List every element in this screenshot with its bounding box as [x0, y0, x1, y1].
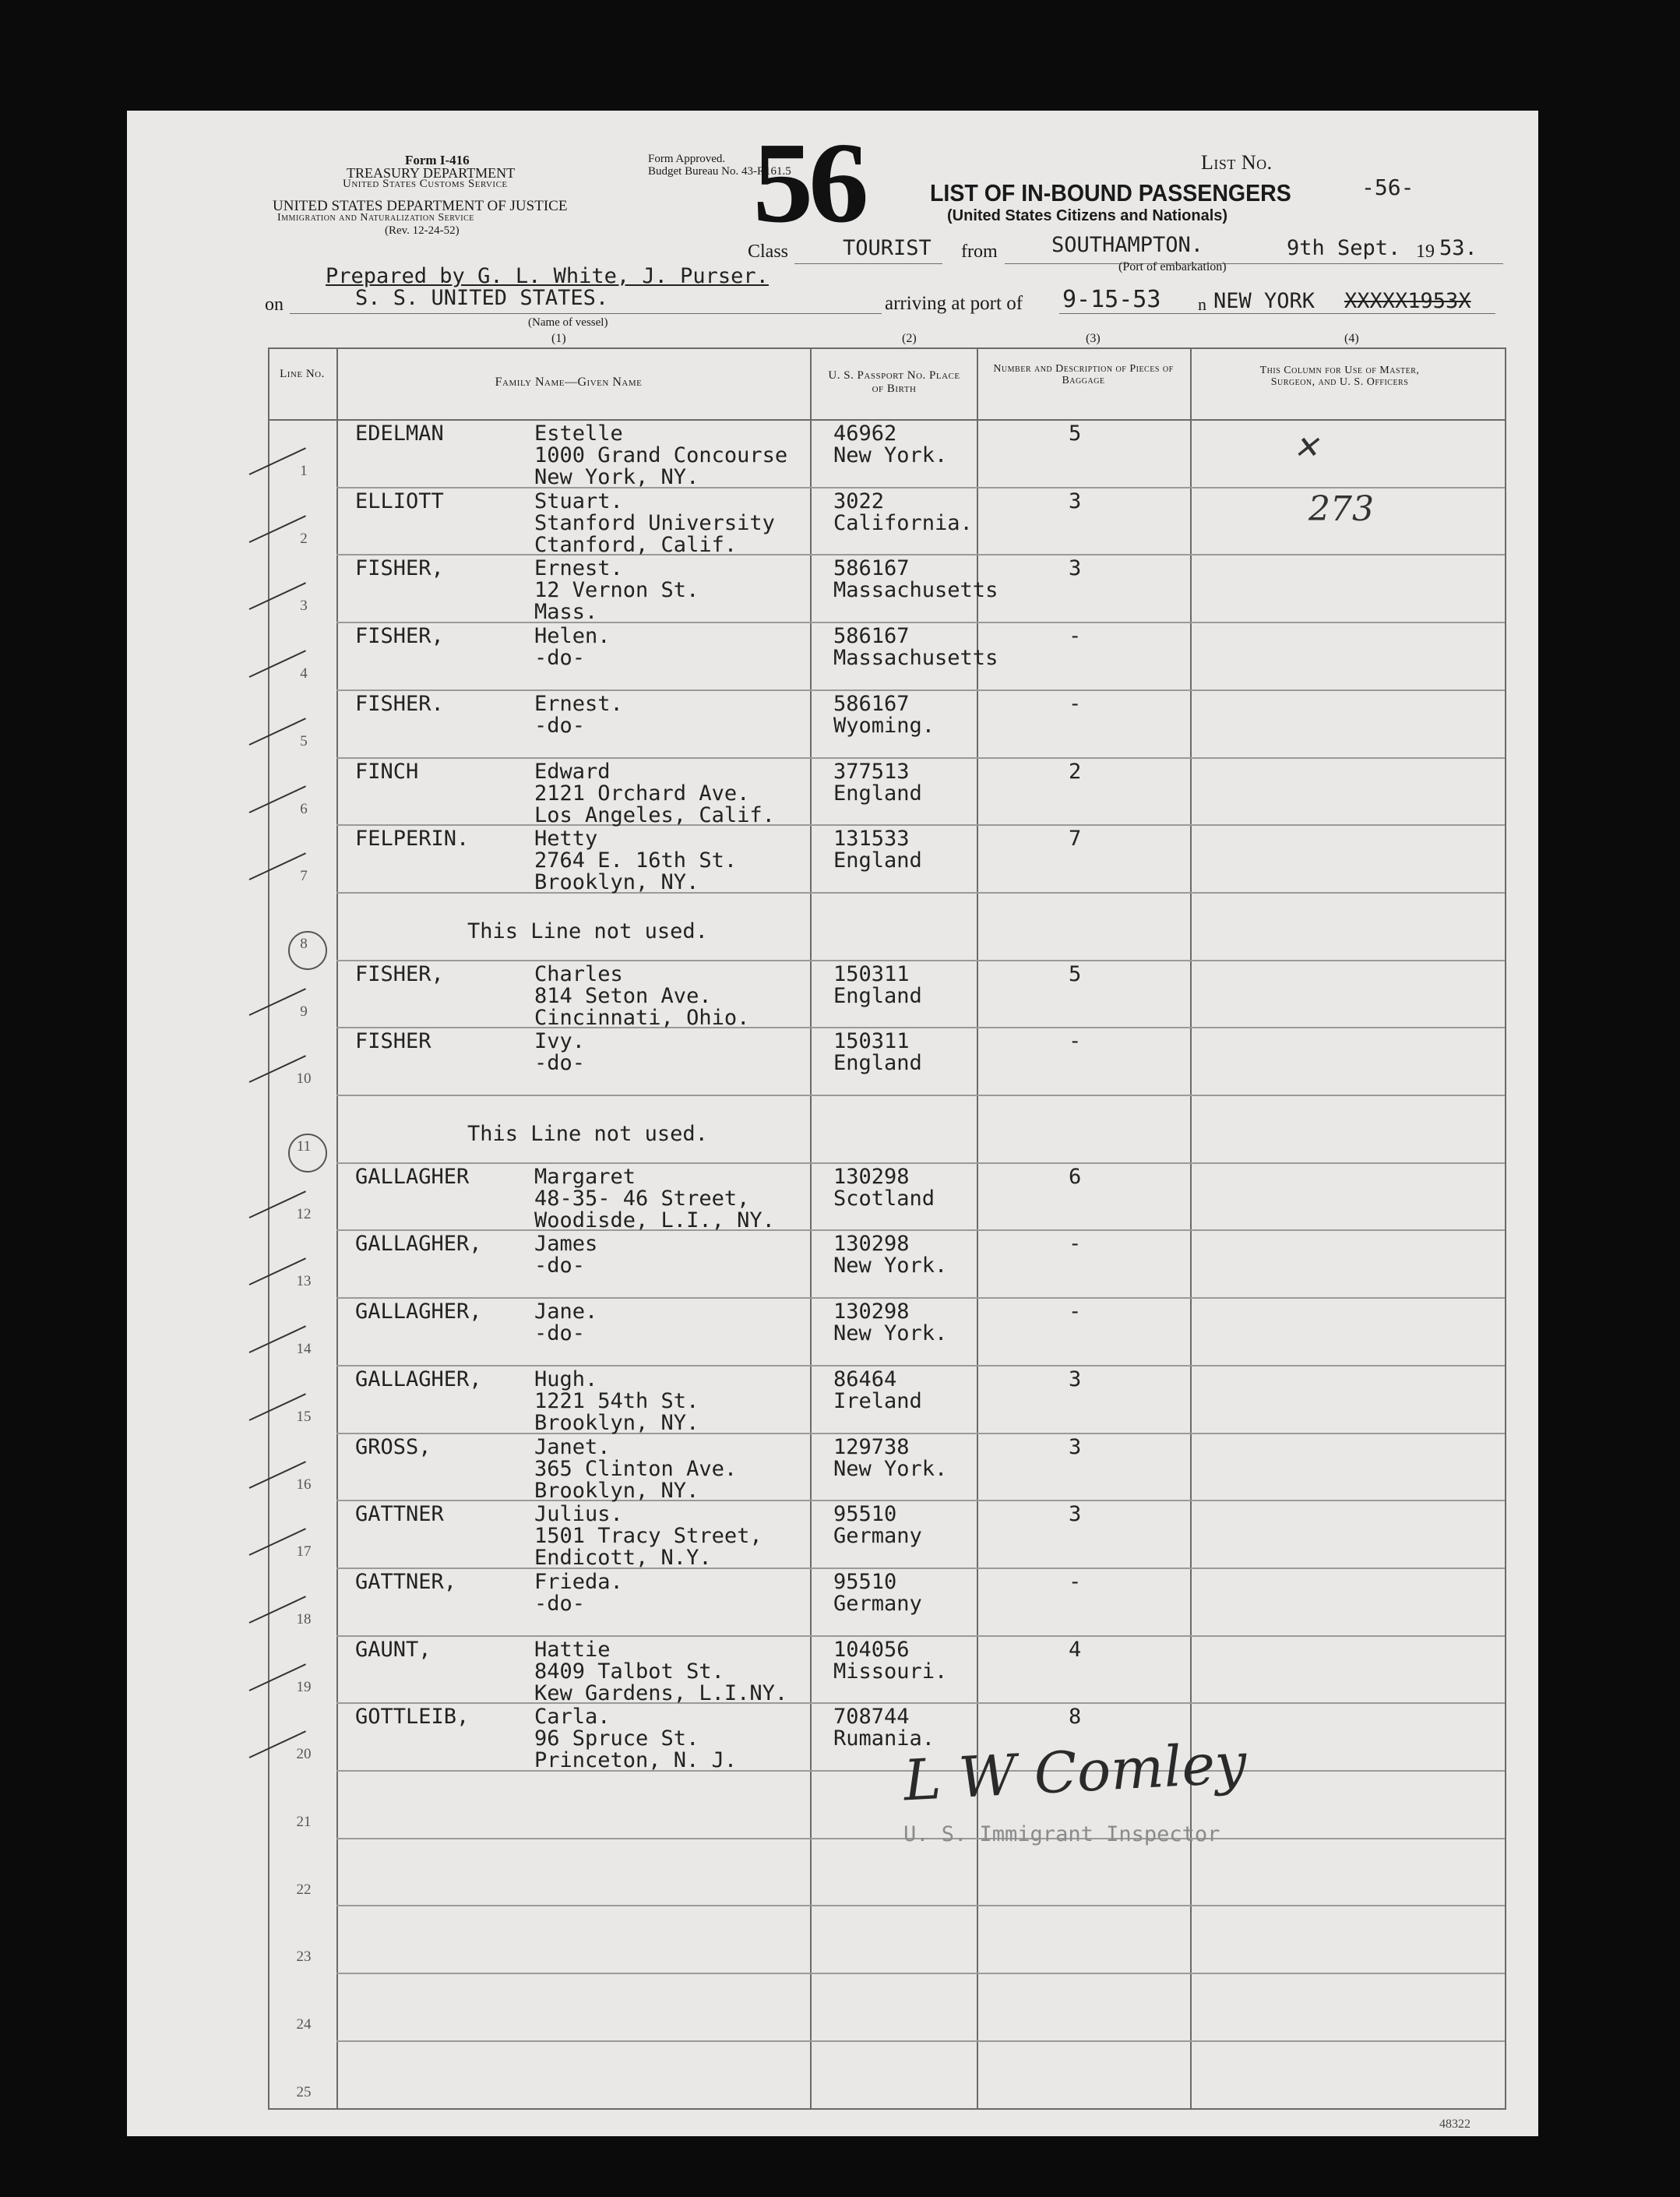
port-embark-caption: (Port of embarkation): [1118, 260, 1227, 273]
col-index-4: (4): [1344, 332, 1359, 345]
address-line-1: -do-: [534, 1254, 586, 1278]
baggage-count: 8: [1069, 1705, 1082, 1729]
year-value: 53.: [1439, 236, 1477, 260]
place-of-birth: Germany: [833, 1592, 922, 1616]
address-line-2: Woodisde, L.I., NY.: [534, 1208, 775, 1233]
given-name: Janet.: [534, 1435, 611, 1459]
address-line-1: 1000 Grand Concourse: [534, 443, 788, 467]
circled-line-number: [288, 931, 327, 970]
address-line-1: 8409 Talbot St.: [534, 1659, 724, 1684]
line-number: 5: [300, 733, 308, 749]
given-name: Hetty: [534, 827, 598, 851]
baggage-count: 3: [1069, 1502, 1082, 1526]
given-name: Ernest.: [534, 692, 623, 716]
place-of-birth: England: [833, 848, 922, 873]
baggage-count: -: [1069, 1029, 1082, 1053]
address-line-1: 12 Vernon St.: [534, 578, 699, 602]
address-line-1: 1501 Tracy Street,: [534, 1524, 763, 1548]
baggage-count: -: [1069, 1300, 1082, 1324]
vessel-name: S. S. UNITED STATES.: [355, 286, 609, 310]
line-number: 2: [300, 531, 308, 547]
address-line-1: 2764 E. 16th St.: [534, 848, 738, 873]
line-number: 23: [296, 1948, 312, 1965]
address-line-1: -do-: [534, 1051, 586, 1075]
line-number: 20: [296, 1746, 312, 1762]
address-line-2: Kew Gardens, L.I.NY.: [534, 1681, 788, 1705]
given-name: Stuart.: [534, 489, 623, 513]
address-line-2: New York, NY.: [534, 465, 699, 489]
place-of-birth: England: [833, 984, 922, 1008]
dept-justice-sub: Immigration and Naturalization Service: [277, 212, 474, 224]
year-prefix: 19: [1416, 242, 1435, 262]
line-number: 6: [300, 801, 308, 817]
place-of-birth: Rumania.: [833, 1726, 935, 1751]
baggage-count: 5: [1069, 962, 1082, 986]
passport-number: 130298: [833, 1300, 910, 1324]
prepared-by: Prepared by G. L. White, J. Purser.: [326, 264, 769, 288]
address-line-2: Brooklyn, NY.: [534, 870, 699, 894]
family-name: FISHER,: [355, 556, 444, 580]
baggage-count: -: [1069, 1570, 1082, 1594]
passport-number: 3022: [833, 489, 885, 513]
line-number: 21: [296, 1814, 312, 1830]
line-number: 12: [296, 1206, 312, 1222]
place-of-birth: Wyoming.: [833, 714, 935, 738]
family-name: GATTNER: [355, 1502, 444, 1526]
given-name: Julius.: [534, 1502, 623, 1526]
address-line-1: 96 Spruce St.: [534, 1726, 699, 1751]
line-number: 17: [296, 1543, 312, 1560]
place-of-birth: New York.: [833, 1321, 948, 1345]
address-line-2: Brooklyn, NY.: [534, 1411, 699, 1435]
baggage-count: 5: [1069, 421, 1082, 446]
given-name: Carla.: [534, 1705, 611, 1729]
line-number: 24: [296, 2016, 312, 2033]
family-name: GALLAGHER,: [355, 1367, 482, 1391]
address-line-1: 48-35- 46 Street,: [534, 1187, 750, 1211]
passport-number: 131533: [833, 827, 910, 851]
given-name: Edward: [534, 760, 611, 784]
passport-number: 130298: [833, 1165, 910, 1189]
passport-number: 150311: [833, 1029, 910, 1053]
given-name: Ernest.: [534, 556, 623, 580]
from-value: SOUTHAMPTON.: [1051, 233, 1204, 257]
col-header-name: Family Name—Given Name: [495, 376, 643, 389]
baggage-count: 3: [1069, 556, 1082, 580]
baggage-count: 3: [1069, 1367, 1082, 1391]
family-name: GALLAGHER,: [355, 1232, 482, 1256]
form-approved: Form Approved.: [648, 153, 726, 165]
arrival-port: NEW YORK: [1213, 289, 1315, 313]
line-number: 25: [296, 2084, 312, 2100]
passport-number: 130298: [833, 1232, 910, 1256]
document-title: LIST OF IN-BOUND PASSENGERS: [930, 179, 1291, 206]
given-name: Estelle: [534, 421, 623, 446]
line-number: 18: [296, 1611, 312, 1627]
unused-line-note: This Line not used.: [467, 919, 708, 943]
place-of-birth: California.: [833, 511, 973, 535]
address-line-1: 365 Clinton Ave.: [534, 1457, 738, 1481]
line-number: 16: [296, 1476, 312, 1493]
col-index-2: (2): [902, 332, 917, 345]
stamp-number: 56: [752, 119, 865, 247]
address-line-1: 2121 Orchard Ave.: [534, 781, 750, 806]
line-number: 4: [300, 665, 308, 682]
line-number: 8: [300, 936, 308, 952]
address-line-2: Los Angeles, Calif.: [534, 803, 775, 827]
dept-justice: UNITED STATES DEPARTMENT OF JUSTICE: [273, 198, 568, 214]
from-label: from: [961, 242, 998, 262]
arrival-port-prefix: n: [1198, 294, 1206, 314]
baggage-count: 4: [1069, 1638, 1082, 1662]
line-number: 9: [300, 1003, 308, 1020]
inspector-caption: U. S. Immigrant Inspector: [903, 1822, 1220, 1846]
dept-treasury-sub: United States Customs Service: [343, 178, 508, 190]
footer-code: 48322: [1439, 2118, 1470, 2131]
family-name: GATTNER,: [355, 1570, 457, 1594]
family-name: FISHER,: [355, 962, 444, 986]
passport-number: 586167: [833, 692, 910, 716]
address-line-2: Mass.: [534, 600, 598, 624]
budget-bureau: Budget Bureau No. 43-R161.5: [648, 165, 791, 178]
passport-number: 46962: [833, 421, 897, 446]
family-name: FELPERIN.: [355, 827, 470, 851]
place-of-birth: Germany: [833, 1524, 922, 1548]
passport-number: 586167: [833, 556, 910, 580]
unused-line-note: This Line not used.: [467, 1122, 708, 1146]
arriving-label: arriving at port of: [885, 293, 1023, 314]
place-of-birth: Ireland: [833, 1389, 922, 1413]
line-number: 19: [296, 1679, 312, 1695]
line-number: 15: [296, 1409, 312, 1425]
baggage-count: -: [1069, 692, 1082, 716]
line-number: 14: [296, 1341, 312, 1357]
col-header-passport: U. S. Passport No. Place of Birth: [828, 369, 960, 395]
line-number: 10: [296, 1070, 312, 1087]
baggage-count: 3: [1069, 489, 1082, 513]
place-of-birth: England: [833, 1051, 922, 1075]
given-name: Ivy.: [534, 1029, 586, 1053]
date-value: 9th Sept.: [1287, 236, 1401, 260]
passport-number: 86464: [833, 1367, 897, 1391]
given-name: Charles: [534, 962, 623, 986]
circled-line-number: [288, 1134, 327, 1173]
address-line-1: -do-: [534, 714, 586, 738]
arrival-port-struck: XXXXX1953X: [1344, 289, 1471, 313]
baggage-count: 3: [1069, 1435, 1082, 1459]
family-name: GOTTLEIB,: [355, 1705, 470, 1729]
address-line-1: -do-: [534, 1321, 586, 1345]
dept-treasury: TREASURY DEPARTMENT: [347, 165, 516, 181]
list-no-value: -56-: [1361, 175, 1414, 200]
family-name: FISHER,: [355, 624, 444, 648]
given-name: Helen.: [534, 624, 611, 648]
baggage-count: 2: [1069, 760, 1082, 784]
address-line-1: -do-: [534, 1592, 586, 1616]
passport-number: 104056: [833, 1638, 910, 1662]
class-value: TOURIST: [843, 236, 932, 260]
passenger-manifest-page: [127, 111, 1538, 2136]
line-number: 7: [300, 868, 308, 884]
family-name: GALLAGHER: [355, 1165, 470, 1189]
given-name: James: [534, 1232, 598, 1256]
address-line-1: 1221 54th St.: [534, 1389, 699, 1413]
officer-note: 273: [1308, 489, 1374, 529]
passport-number: 708744: [833, 1705, 910, 1729]
col-index-3: (3): [1086, 332, 1101, 345]
address-line-1: Stanford University: [534, 511, 775, 535]
family-name: GROSS,: [355, 1435, 431, 1459]
given-name: Frieda.: [534, 1570, 623, 1594]
family-name: GAUNT,: [355, 1638, 431, 1662]
address-line-2: Princeton, N. J.: [534, 1748, 738, 1772]
line-number: 22: [296, 1881, 312, 1898]
passport-number: 95510: [833, 1502, 897, 1526]
address-line-2: Cincinnati, Ohio.: [534, 1006, 750, 1030]
given-name: Hattie: [534, 1638, 611, 1662]
passport-number: 95510: [833, 1570, 897, 1594]
family-name: FISHER.: [355, 692, 444, 716]
baggage-count: 6: [1069, 1165, 1082, 1189]
given-name: Jane.: [534, 1300, 598, 1324]
place-of-birth: New York.: [833, 443, 948, 467]
place-of-birth: New York.: [833, 1457, 948, 1481]
list-no-label: List No.: [1201, 151, 1273, 174]
family-name: FISHER: [355, 1029, 431, 1053]
arrival-date: 9-15-53: [1062, 286, 1161, 313]
line-number: 13: [296, 1273, 312, 1289]
baggage-count: -: [1069, 624, 1082, 648]
inspector-signature: L W Comley: [902, 1730, 1249, 1814]
place-of-birth: Missouri.: [833, 1659, 948, 1684]
revision-date: (Rev. 12-24-52): [385, 224, 460, 237]
vessel-caption: (Name of vessel): [528, 316, 608, 329]
passport-number: 377513: [833, 760, 910, 784]
on-label: on: [265, 294, 284, 315]
given-name: Margaret: [534, 1165, 636, 1189]
baggage-count: -: [1069, 1232, 1082, 1256]
place-of-birth: Massachusetts: [833, 646, 998, 670]
officer-mark: ✕: [1293, 430, 1319, 466]
class-label: Class: [748, 242, 789, 262]
col-header-officers: This Column for Use of Master, Surgeon, and U. S. Officers: [1259, 365, 1420, 388]
family-name: ELLIOTT: [355, 489, 444, 513]
passport-number: 150311: [833, 962, 910, 986]
address-line-1: 814 Seton Ave.: [534, 984, 712, 1008]
document-subtitle: (United States Citizens and Nationals): [947, 207, 1228, 224]
family-name: GALLAGHER,: [355, 1300, 482, 1324]
form-number: Form I-416: [405, 153, 470, 168]
line-number: 1: [300, 463, 308, 479]
place-of-birth: New York.: [833, 1254, 948, 1278]
place-of-birth: Scotland: [833, 1187, 935, 1211]
passport-number: 586167: [833, 624, 910, 648]
address-line-2: Endicott, N.Y.: [534, 1546, 712, 1570]
family-name: EDELMAN: [355, 421, 444, 446]
passport-number: 129738: [833, 1435, 910, 1459]
given-name: Hugh.: [534, 1367, 598, 1391]
line-number: 11: [296, 1138, 312, 1155]
col-header-baggage: Number and Description of Pieces of Baggage: [993, 363, 1174, 386]
address-line-2: Ctanford, Calif.: [534, 533, 738, 557]
address-line-1: -do-: [534, 646, 586, 670]
col-header-line-no: Line No.: [280, 368, 325, 380]
col-index-1: (1): [551, 332, 566, 345]
place-of-birth: England: [833, 781, 922, 806]
family-name: FINCH: [355, 760, 419, 784]
baggage-count: 7: [1069, 827, 1082, 851]
address-line-2: Brooklyn, NY.: [534, 1479, 699, 1503]
line-number: 3: [300, 598, 308, 614]
place-of-birth: Massachusetts: [833, 578, 998, 602]
